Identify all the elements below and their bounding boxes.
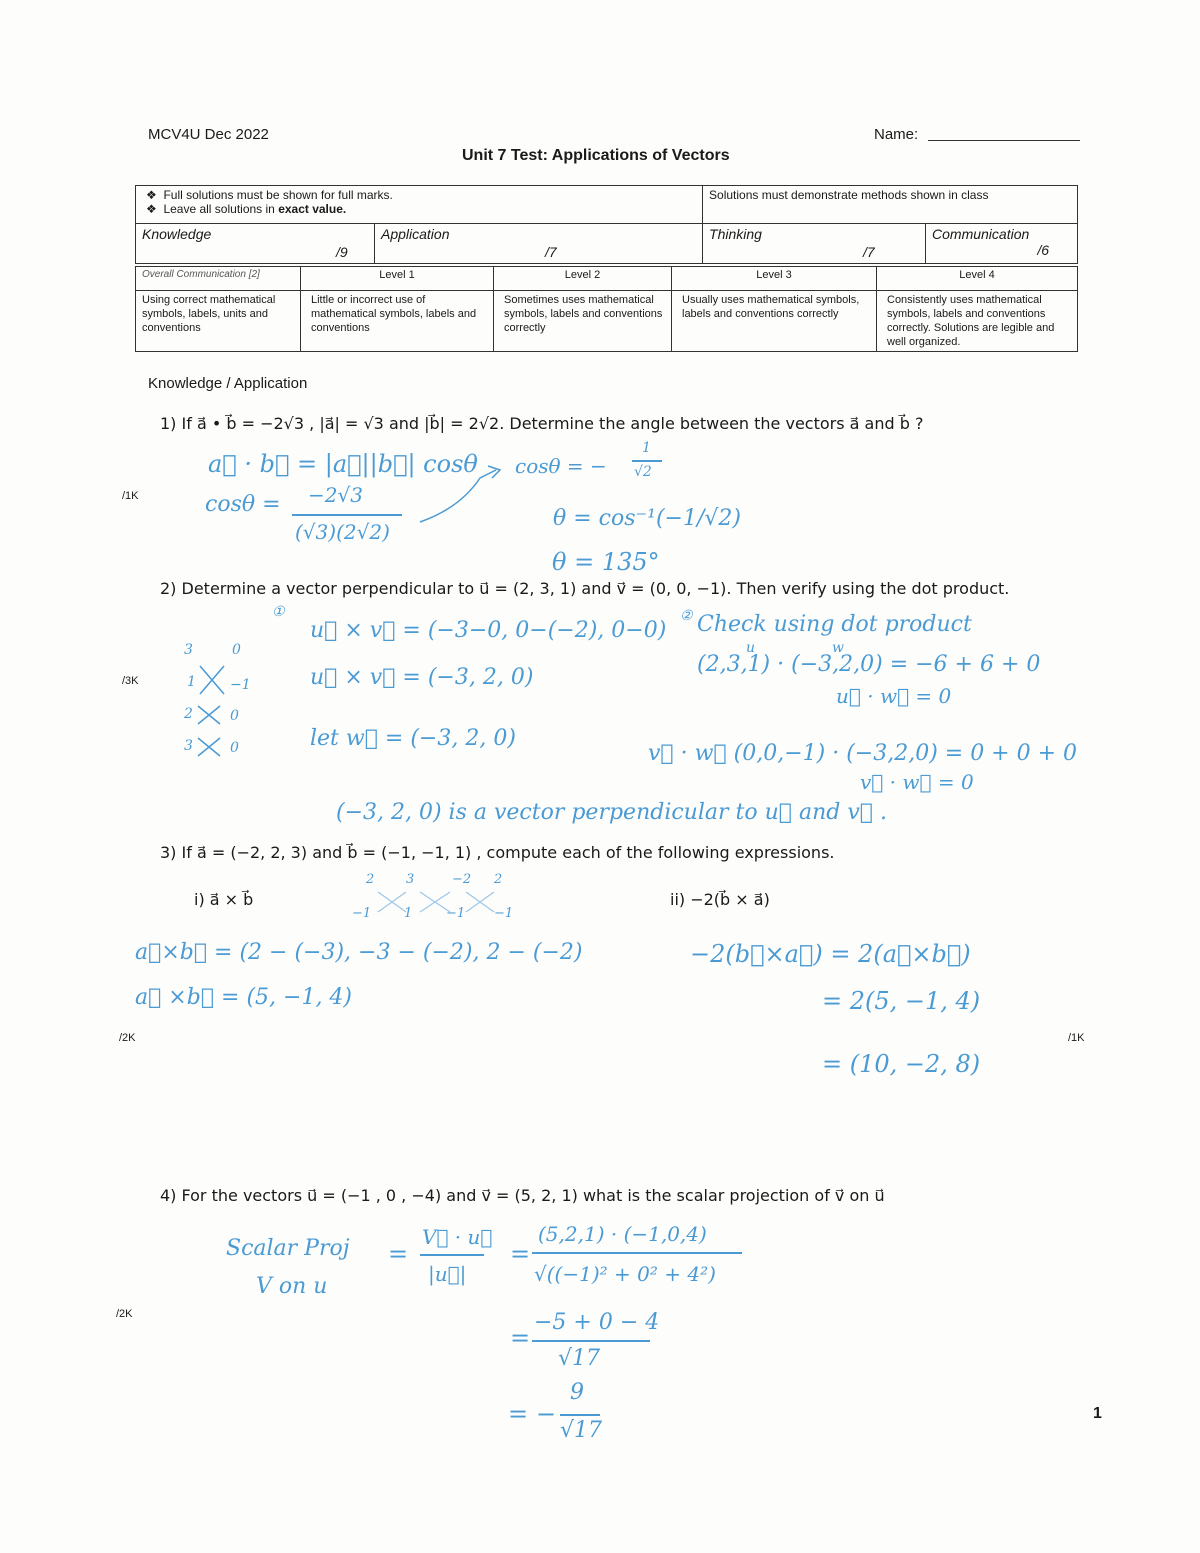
- page-title: Unit 7 Test: Applications of Vectors: [462, 147, 730, 164]
- hw-q3ii-step2: = 2(5, −1, 4): [822, 987, 981, 1015]
- rubric-level-3: Usually uses mathematical symbols, labels and conventions correctly: [672, 291, 877, 352]
- hw-q2-let-w: let w⃗ = (−3, 2, 0): [310, 726, 516, 751]
- hw-q2-cross-b3: 0: [230, 708, 239, 724]
- hw-q4-equals-3: =: [510, 1324, 531, 1352]
- bullet-icon: ❖: [146, 202, 157, 216]
- hw-q4-magnitude: √((−1)² + 0² + 4²): [534, 1262, 716, 1286]
- hw-q2-cross-b4: 0: [230, 740, 239, 756]
- knowledge-score: /9: [336, 244, 348, 260]
- hw-q2-cross-a3: 2: [184, 706, 193, 722]
- hw-q2-cross-b2: −1: [230, 677, 251, 693]
- mark-q1: /1K: [122, 490, 139, 502]
- hw-q2-cross-a2: 1: [187, 674, 196, 690]
- hw-q2-check-heading: Check using dot product: [697, 612, 972, 637]
- hw-q2-w-note: w: [832, 640, 844, 656]
- hw-q1-denominator: (√3)(2√2): [295, 520, 390, 544]
- hw-q4-equals-1: =: [388, 1240, 409, 1268]
- name-label: Name:: [874, 126, 919, 143]
- hw-q3ii-step1: −2(b⃗×a⃗) = 2(a⃗×b⃗): [690, 940, 971, 968]
- mark-q3-i: /2K: [119, 1032, 136, 1044]
- hw-q1-connector-arrow: [420, 470, 496, 522]
- hw-q4-dot-num: (5,2,1) · (−1,0,4): [538, 1222, 707, 1246]
- hw-q2-cross-x1: [200, 666, 224, 694]
- hw-q4-final-den: √17: [560, 1418, 603, 1443]
- instruction-line-1: Full solutions must be shown for full marks.: [163, 188, 393, 202]
- rubric-header-level-4: Level 4: [877, 267, 1078, 291]
- hw-q1-numerator: −2√3: [308, 483, 363, 507]
- hw-q3ii-result: = (10, −2, 8): [822, 1050, 981, 1078]
- application-label: Application: [381, 226, 450, 242]
- section-heading: Knowledge / Application: [148, 375, 308, 392]
- hw-q2-cross-result: u⃗ × v⃗ = (−3, 2, 0): [310, 665, 534, 690]
- communication-label: Communication: [932, 226, 1030, 242]
- hw-q2-step-1-marker: ①: [272, 604, 285, 620]
- question-3: 3) If a⃗ = (−2, 2, 3) and b⃗ = (−1, −1, 1) , compute each of the following expressions.: [160, 843, 835, 862]
- hw-q3-cross-a3: −2: [452, 872, 472, 887]
- hw-q2-cross-x2: [198, 706, 220, 724]
- hw-q3-cross-a2: 3: [406, 872, 415, 887]
- thinking-label: Thinking: [709, 226, 762, 242]
- rubric-header-criteria: Overall Communication [2]: [136, 267, 301, 291]
- hw-q2-conclusion: (−3, 2, 0) is a vector perpendicular to u⃗ and v⃗ .: [336, 800, 887, 825]
- rubric-criteria: Using correct mathematical symbols, labels, units and conventions: [136, 291, 301, 352]
- hw-q2-cross-a1: 3: [184, 642, 193, 658]
- hw-q3i-result: a⃗ ×b⃗ = (5, −1, 4): [135, 985, 353, 1010]
- hw-q3-cross-b2: 1: [404, 906, 413, 921]
- rubric-header-level-1: Level 1: [301, 267, 494, 291]
- application-score: /7: [545, 244, 557, 260]
- hw-q2-cross-x3: [198, 738, 220, 756]
- hw-q4-formula-num: V⃗ · u⃗: [422, 1225, 493, 1249]
- hw-q2-vw-zero: v⃗ · w⃗ = 0: [860, 770, 974, 794]
- hw-q4-minus: −: [536, 1400, 557, 1428]
- hw-q1-cos-result: cosθ = −: [515, 454, 607, 478]
- hw-q2-uw-zero: u⃗ · w⃗ = 0: [836, 684, 952, 708]
- question-4: 4) For the vectors u⃗ = (−1 , 0 , −4) and v⃗ = (5, 2, 1) what is the scalar projection of v⃗ on u⃗: [160, 1186, 885, 1205]
- hw-q4-sum-num: −5 + 0 − 4: [534, 1310, 660, 1335]
- hw-q1-arrowhead: [488, 466, 500, 478]
- hw-q3-cross-b3: −1: [446, 906, 466, 921]
- hw-q2-u-note: u: [746, 640, 756, 656]
- instruction-line-2: Leave all solutions in: [163, 202, 279, 216]
- mark-q3-ii: /1K: [1068, 1032, 1085, 1044]
- rubric-header-level-2: Level 2: [494, 267, 672, 291]
- hw-q2-step-2-marker: ②: [680, 608, 693, 624]
- hw-q2-dot-vw: v⃗ · w⃗ (0,0,−1) · (−3,2,0) = 0 + 0 + 0: [648, 741, 1078, 766]
- hw-q4-final-num: 9: [570, 1380, 584, 1405]
- thinking-score: /7: [863, 244, 875, 260]
- hw-q1-answer: θ = 135°: [552, 548, 660, 576]
- knowledge-label: Knowledge: [142, 226, 212, 242]
- hw-q2-cross-a4: 3: [184, 738, 193, 754]
- hw-q2-dot-uw: (2,3,1) · (−3,2,0) = −6 + 6 + 0: [697, 652, 1041, 677]
- hw-q1-frac-num: 1: [642, 440, 651, 456]
- hw-q4-formula-den: |u⃗|: [428, 1262, 467, 1286]
- question-3-part-i: i) a⃗ × b⃗: [194, 890, 254, 909]
- hw-q4-v-on-u: V on u: [256, 1274, 328, 1299]
- course-code: MCV4U Dec 2022: [148, 126, 269, 143]
- hw-q2-cross-expanded: u⃗ × v⃗ = (−3−0, 0−(−2), 0−0): [310, 618, 667, 643]
- instruction-line-2-bold: exact value.: [278, 202, 347, 216]
- rubric-header-level-3: Level 3: [672, 267, 877, 291]
- rubric-level-4: Consistently uses mathematical symbols, labels and conventions correctly. Solutions are legible and well organized.: [877, 291, 1078, 352]
- rubric-level-1: Little or incorrect use of mathematical symbols, labels and conventions: [301, 291, 494, 352]
- hw-q3-cross-lines: [378, 892, 494, 912]
- communication-score: /6: [1037, 242, 1049, 258]
- hw-q3-cross-a1: 2: [366, 872, 375, 887]
- methods-note: Solutions must demonstrate methods shown in class: [709, 188, 989, 202]
- hw-q1-arccos: θ = cos⁻¹(−1/√2): [553, 506, 741, 531]
- mark-q2: /3K: [122, 675, 139, 687]
- hw-q3i-expanded: a⃗×b⃗ = (2 − (−3), −3 − (−2), 2 − (−2): [135, 940, 583, 965]
- bullet-icon: ❖: [146, 188, 157, 202]
- hw-q4-equals-4: =: [508, 1400, 529, 1428]
- question-2: 2) Determine a vector perpendicular to u⃗ = (2, 3, 1) and v⃗ = (0, 0, −1). Then verify using the dot product.: [160, 579, 1010, 598]
- question-1: 1) If a⃗ • b⃗ = −2√3 , |a⃗| = √3 and |b⃗| = 2√2. Determine the angle between the vectors a⃗ and b⃗ ?: [160, 414, 924, 433]
- hw-q1-frac-den: √2: [634, 464, 652, 480]
- page-number: 1: [1093, 1405, 1102, 1422]
- hw-q1-cos-label: cosθ =: [205, 492, 281, 517]
- hw-q3-cross-b4: −1: [494, 906, 514, 921]
- hw-q3-cross-b1: −1: [352, 906, 372, 921]
- hw-q4-equals-2: =: [510, 1240, 531, 1268]
- hw-q3-cross-a4: 2: [494, 872, 503, 887]
- rubric-level-2: Sometimes uses mathematical symbols, labels and conventions correctly: [494, 291, 672, 352]
- hw-q4-sum-den: √17: [558, 1346, 601, 1371]
- mark-q4: /2K: [116, 1308, 133, 1320]
- question-3-part-ii: ii) −2(b⃗ × a⃗): [670, 890, 770, 909]
- hw-q2-cross-b1: 0: [232, 642, 241, 658]
- hw-q4-scalar-proj: Scalar Proj: [226, 1236, 350, 1261]
- hw-q1-formula: a⃗ · b⃗ = |a⃗||b⃗| cosθ: [208, 450, 478, 478]
